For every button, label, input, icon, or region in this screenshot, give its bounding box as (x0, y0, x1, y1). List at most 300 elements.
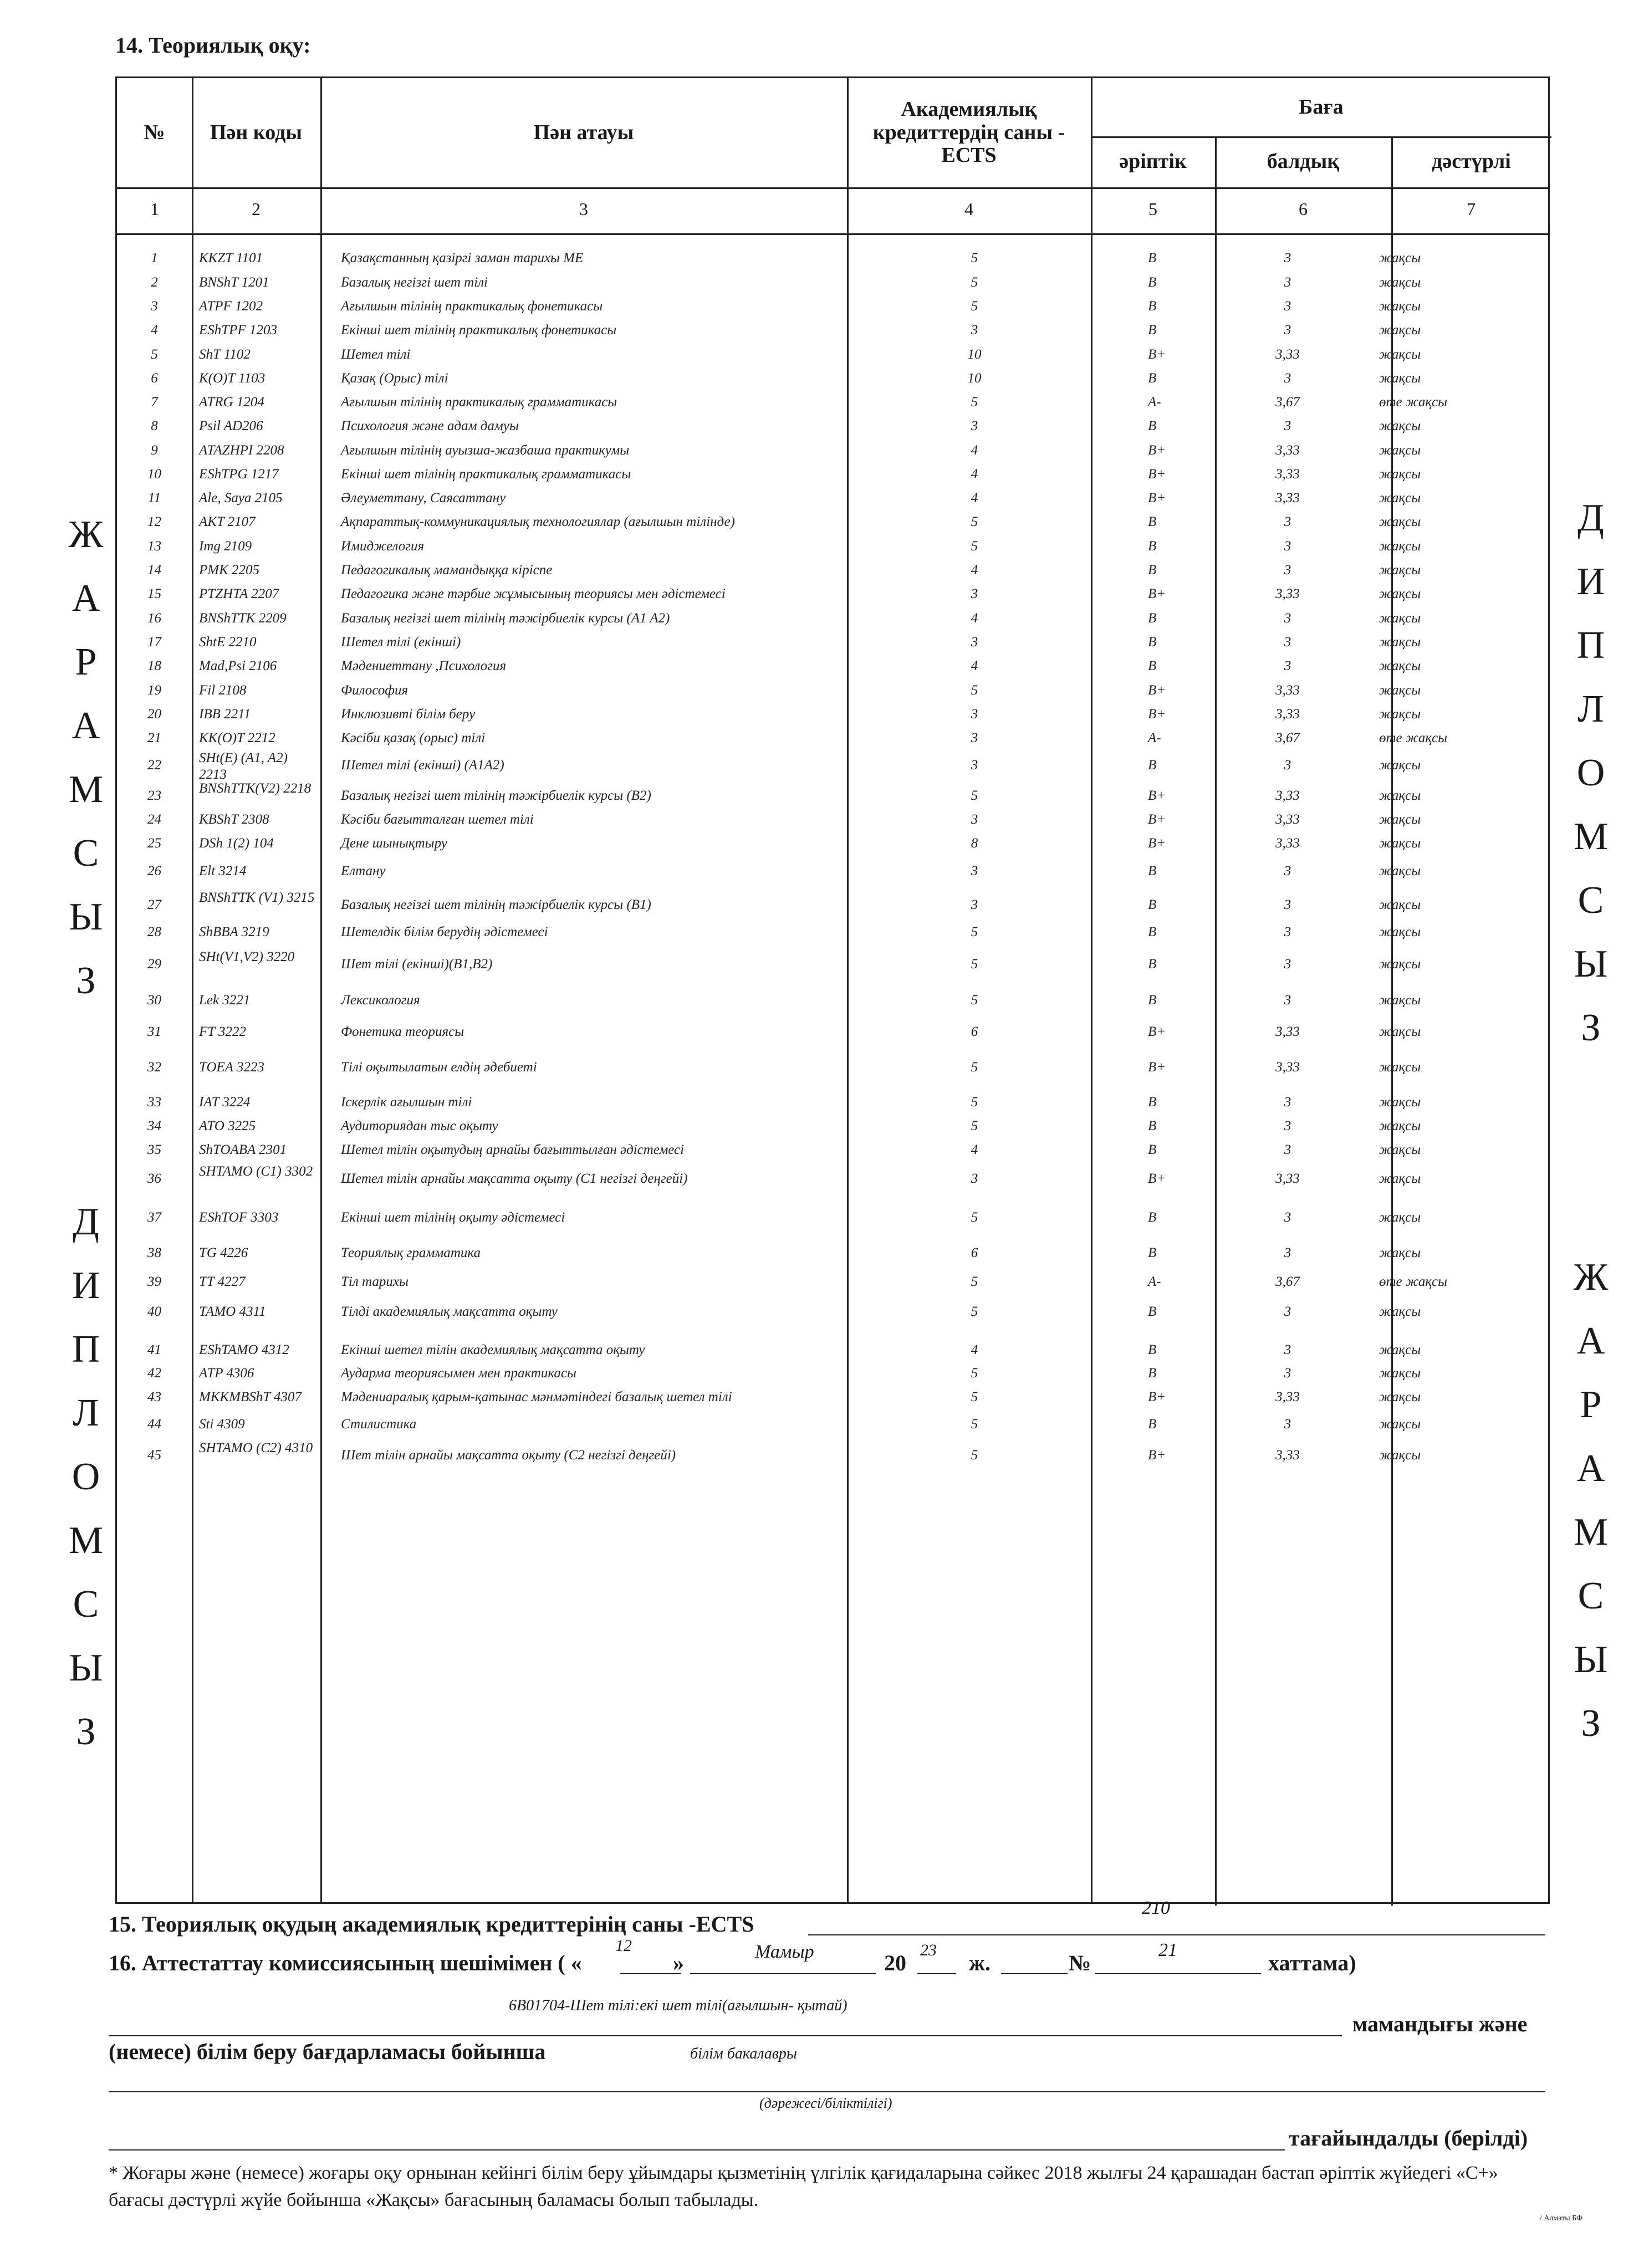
subject-code: IBB 2211 (199, 707, 251, 722)
subject-name: Шетел тілі (341, 347, 411, 362)
grade-points: 3 (1284, 251, 1291, 265)
credits-cell: 5 (971, 539, 978, 554)
row-number: 10 (147, 467, 161, 482)
credits-cell: 4 (971, 563, 978, 578)
subject-code: IAT 3224 (199, 1095, 251, 1110)
traditional-grade: жақсы (1379, 1304, 1421, 1319)
traditional-grade: жақсы (1379, 491, 1421, 505)
letter-grade: B (1148, 1210, 1157, 1225)
subject-name: Қазақ (Орыс) тілі (341, 371, 448, 386)
letter-grade: B+ (1148, 812, 1166, 827)
row-number: 23 (147, 788, 161, 803)
subject-name: Педагогикалық мамандыққа кіріспе (341, 563, 553, 578)
credits-cell: 5 (971, 251, 978, 265)
grade-points: 3 (1284, 957, 1291, 972)
letter-grade: B (1148, 371, 1157, 386)
subject-code: EShTAMO 4312 (199, 1342, 289, 1357)
subject-code: Sti 4309 (199, 1417, 245, 1432)
subject-code: ATO 3225 (199, 1118, 256, 1133)
subject-code: TOEA 3223 (199, 1060, 264, 1075)
grade-points: 3,33 (1275, 491, 1300, 505)
row-number: 44 (147, 1417, 161, 1432)
subject-name: Ағылшын тілінің практикалық грамматикасы (341, 395, 617, 410)
row-number: 1 (151, 251, 158, 265)
protocol-word: хаттама) (1268, 1950, 1356, 1975)
grade-points: 3 (1284, 275, 1291, 290)
row-number: 39 (147, 1274, 161, 1289)
credits-cell: 3 (971, 897, 978, 912)
grade-points: 3,33 (1275, 443, 1300, 458)
traditional-grade: жақсы (1379, 658, 1421, 673)
traditional-grade: жақсы (1379, 836, 1421, 851)
row-number: 8 (151, 418, 158, 433)
credits-cell: 4 (971, 467, 978, 482)
credits-cell: 10 (967, 371, 982, 386)
grade-points: 3 (1284, 864, 1291, 878)
traditional-grade: жақсы (1379, 1390, 1421, 1404)
grade-points: 3,33 (1275, 1171, 1300, 1186)
traditional-grade: жақсы (1379, 1245, 1421, 1260)
subject-code: K(O)T 1103 (199, 371, 266, 386)
subject-code: TAMO 4311 (199, 1304, 266, 1319)
letter-grade: B (1148, 1366, 1157, 1381)
col-number: 7 (1467, 199, 1476, 219)
letter-grade: B (1148, 1417, 1157, 1432)
subject-name: Базалық негізгі шет тілінің тәжірбиелік курсы (A1 A2) (341, 611, 670, 626)
letter-grade: B (1148, 418, 1157, 433)
subject-name: Екінші шет тілінің оқыту әдістемесі (341, 1210, 565, 1225)
grade-points: 3,33 (1275, 1390, 1300, 1404)
protocol-year: 23 (920, 1941, 937, 1959)
traditional-grade: жақсы (1379, 586, 1421, 601)
letter-grade: B+ (1148, 683, 1166, 698)
row-number: 21 (147, 731, 161, 745)
subject-code: ShBBA 3219 (199, 924, 269, 939)
letter-grade: A- (1148, 731, 1161, 745)
traditional-grade: жақсы (1379, 812, 1421, 827)
traditional-grade: өте жақсы (1379, 1274, 1448, 1289)
subject-code: BNShTTK 2209 (199, 611, 287, 626)
grade-points: 3,33 (1275, 1024, 1300, 1039)
protocol-number: 21 (1158, 1940, 1177, 1960)
subject-name: Инклюзивті білім беру (341, 707, 476, 722)
traditional-grade: жақсы (1379, 1095, 1421, 1110)
credits-cell: 3 (971, 812, 978, 827)
subject-code: SHTAMO (C1) 3302 (199, 1164, 313, 1179)
subject-name: Шетел тілін оқытудың арнайы бағыттылған әдістемесі (341, 1142, 685, 1157)
traditional-grade: жақсы (1379, 788, 1421, 803)
subject-name: Аудиториядан тыс оқыту (341, 1118, 498, 1133)
traditional-grade: жақсы (1379, 1142, 1421, 1157)
grade-points: 3,67 (1275, 1274, 1300, 1289)
subject-code: FT 3222 (199, 1024, 246, 1039)
subject-code: ATAZHPI 2208 (199, 443, 284, 458)
header-points: балдық (1267, 150, 1340, 173)
letter-grade: B+ (1148, 347, 1166, 362)
credits-cell: 3 (971, 323, 978, 338)
subject-name: Іскерлік ағылшын тілі (341, 1095, 472, 1110)
grade-points: 3,33 (1275, 683, 1300, 698)
credits-cell: 5 (971, 957, 978, 972)
degree-value: білім бакалавры (690, 2045, 797, 2062)
grade-points: 3 (1284, 539, 1291, 554)
subject-name: Шетел тілі (екінші) (A1A2) (341, 758, 504, 773)
credits-cell: 5 (971, 1095, 978, 1110)
subject-name: Екінші шет тілінің практикалық фонетикасы (341, 323, 617, 338)
header-grade: Баға (1299, 95, 1344, 119)
row-number: 37 (147, 1210, 161, 1225)
subject-name: Ақпараттық-коммуникациялық технологиялар (ағылшын тілінде) (341, 514, 735, 529)
row-number: 24 (147, 812, 161, 827)
credits-cell: 3 (971, 1171, 978, 1186)
grade-points: 3 (1284, 611, 1291, 626)
row-number: 33 (147, 1095, 161, 1110)
subject-name: Шетелдік білім берудің әдістемесі (341, 924, 548, 939)
traditional-grade: жақсы (1379, 611, 1421, 626)
subject-name: Базалық негізгі шет тілі (341, 275, 488, 290)
subject-code: SHt(V1,V2) 3220 (199, 949, 295, 964)
letter-grade: B (1148, 299, 1157, 314)
header-code: Пән коды (210, 120, 302, 144)
traditional-grade: жақсы (1379, 299, 1421, 314)
commission-label: 16. Аттестаттау комиссиясының шешімімен ( « (109, 1950, 582, 1975)
subject-code: ATP 4306 (199, 1366, 254, 1381)
letter-grade: B (1148, 758, 1157, 773)
letter-grade: B (1148, 539, 1157, 554)
credits-cell: 5 (971, 275, 978, 290)
letter-grade: B (1148, 514, 1157, 529)
subject-code: ShTOABA 2301 (199, 1142, 287, 1157)
row-number: 31 (147, 1024, 161, 1039)
credits-cell: 10 (967, 347, 982, 362)
letter-grade: A- (1148, 1274, 1161, 1289)
col-number: 5 (1148, 199, 1157, 219)
subject-name: Базалық негізгі шет тілінің тәжірбиелік курсы (B2) (341, 788, 651, 803)
assigned-label: тағайындалды (берілді) (1289, 2126, 1528, 2150)
subject-code: TG 4226 (199, 1245, 248, 1260)
traditional-grade: жақсы (1379, 251, 1421, 265)
row-number: 40 (147, 1304, 161, 1319)
subject-name: Мәдениаралық қарым-қатынас мәнмәтіндегі базалық шетел тілі (341, 1390, 732, 1404)
grade-points: 3 (1284, 299, 1291, 314)
letter-grade: B+ (1148, 1171, 1166, 1186)
traditional-grade: жақсы (1379, 514, 1421, 529)
watermark-left-top: Ж А Р А М С Ы З (68, 513, 104, 1002)
traditional-grade: жақсы (1379, 371, 1421, 386)
subject-code: Psil AD206 (199, 418, 263, 433)
grade-points: 3,33 (1275, 347, 1300, 362)
traditional-grade: жақсы (1379, 347, 1421, 362)
credits-cell: 3 (971, 586, 978, 601)
letter-grade: B (1148, 563, 1157, 578)
subject-name: Екінші шетел тілін академиялық мақсатта оқыту (341, 1342, 645, 1357)
subject-code: SHTAMO (C2) 4310 (199, 1441, 313, 1455)
row-number: 45 (147, 1448, 161, 1463)
traditional-grade: жақсы (1379, 275, 1421, 290)
letter-grade: B (1148, 658, 1157, 673)
letter-grade: B (1148, 1342, 1157, 1357)
subject-code: BNShTTK(V2) 2218 (199, 781, 312, 796)
letter-grade: A- (1148, 395, 1161, 410)
col-number: 4 (964, 199, 973, 219)
credits-cell: 3 (971, 864, 978, 878)
subject-name: Мәдениеттану ,Психология (341, 658, 507, 673)
grade-points: 3 (1284, 924, 1291, 939)
grade-points: 3 (1284, 1245, 1291, 1260)
subject-code: ATPF 1202 (199, 299, 263, 314)
row-number: 25 (147, 836, 161, 851)
subject-name: Педагогика және тәрбие жұмысының теориясы мен әдістемесі (341, 586, 726, 601)
traditional-grade: өте жақсы (1379, 731, 1448, 745)
grade-points: 3 (1284, 1210, 1291, 1225)
subject-code: SHt(E) (A1, A2) 2213 (199, 750, 288, 782)
grade-points: 3,67 (1275, 731, 1300, 745)
subject-code: TT 4227 (199, 1274, 246, 1289)
quote-close: » (673, 1950, 684, 1975)
row-number: 3 (151, 299, 158, 314)
grade-points: 3,33 (1275, 586, 1300, 601)
subject-name: Кәсіби бағытталған шетел тілі (341, 812, 534, 827)
grade-points: 3,33 (1275, 707, 1300, 722)
watermark-left-bottom: Д И П Л О М С Ы З (68, 1201, 104, 1753)
letter-grade: B+ (1148, 1390, 1166, 1404)
grade-points: 3 (1284, 993, 1291, 1008)
grades-table (115, 76, 1550, 1904)
credits-cell: 5 (971, 1448, 978, 1463)
letter-grade: B (1148, 924, 1157, 939)
letter-grade: B (1148, 635, 1157, 650)
subject-name: Қазақстанның қазіргі заман тарихы МЕ (341, 251, 584, 265)
protocol-month: Мамыр (755, 1942, 814, 1962)
subject-code: AKT 2107 (199, 514, 256, 529)
traditional-grade: жақсы (1379, 323, 1421, 338)
credits-cell: 5 (971, 1366, 978, 1381)
watermark-right-bottom: Ж А Р А М С Ы З (1573, 1256, 1609, 1745)
subject-code: Lek 3221 (199, 993, 251, 1008)
grade-points: 3 (1284, 1366, 1291, 1381)
row-number: 42 (147, 1366, 161, 1381)
letter-grade: B+ (1148, 1024, 1166, 1039)
row-number: 2 (151, 275, 158, 290)
total-credits-value: 210 (1142, 1898, 1170, 1918)
credits-cell: 3 (971, 707, 978, 722)
letter-grade: B (1148, 1095, 1157, 1110)
section-title: 14. Теориялық оқу: (115, 33, 311, 58)
traditional-grade: жақсы (1379, 897, 1421, 912)
subject-name: Имиджелогия (341, 539, 425, 554)
row-number: 4 (151, 323, 158, 338)
subject-code: EShTOF 3303 (199, 1210, 279, 1225)
grade-points: 3 (1284, 758, 1291, 773)
subject-name: Тілі оқытылатын елдің әдебиеті (341, 1060, 537, 1075)
traditional-grade: жақсы (1379, 443, 1421, 458)
col-number: 3 (579, 199, 588, 219)
subject-name: Теориялық грамматика (341, 1245, 481, 1260)
subject-code: KBShT 2308 (199, 812, 269, 827)
grade-points: 3,33 (1275, 467, 1300, 482)
subject-code: ATRG 1204 (199, 395, 264, 410)
subject-name: Елтану (341, 864, 386, 878)
subject-code: Ale, Saya 2105 (199, 491, 283, 505)
traditional-grade: жақсы (1379, 1366, 1421, 1381)
credits-cell: 5 (971, 788, 978, 803)
traditional-grade: жақсы (1379, 1171, 1421, 1186)
subject-name: Кәсіби қазақ (орыс) тілі (341, 731, 486, 745)
grade-points: 3,33 (1275, 836, 1300, 851)
row-number: 15 (147, 586, 161, 601)
subject-name: Екінші шет тілінің практикалық грамматикасы (341, 467, 631, 482)
credits-cell: 6 (971, 1024, 978, 1039)
traditional-grade: жақсы (1379, 1210, 1421, 1225)
row-number: 26 (147, 864, 161, 878)
header-letter: әріптік (1119, 150, 1187, 173)
subject-code: PMK 2205 (199, 563, 260, 578)
traditional-grade: жақсы (1379, 1448, 1421, 1463)
subject-code: ShtE 2210 (199, 635, 257, 650)
row-number: 20 (147, 707, 161, 722)
subject-name: Шет тілі (екінші)(B1,B2) (341, 957, 493, 972)
row-number: 7 (151, 395, 158, 410)
subject-name: Лексикология (341, 993, 420, 1008)
traditional-grade: жақсы (1379, 635, 1421, 650)
row-number: 35 (147, 1142, 161, 1157)
header-name: Пән атауы (533, 120, 634, 144)
row-number: 12 (147, 514, 161, 529)
credits-cell: 5 (971, 1060, 978, 1075)
subject-name: Фонетика теориясы (341, 1024, 464, 1039)
letter-grade: B+ (1148, 707, 1166, 722)
subject-name: Аударма теориясымен мен практикасы (341, 1366, 576, 1381)
traditional-grade: жақсы (1379, 1060, 1421, 1075)
subject-code: ShT 1102 (199, 347, 251, 362)
footnote: * Жоғары және (немесе) жоғары оқу орнынан кейінгі білім беру ұйымдары қызметінің үлгілік қағидаларына сәйкес 2018 жылғы 24 қарашадан бастап әріптік жүйедегі «C+» бағасы дәстүрлі жүйе бойынша «Жақсы» бағасының баламасы болып табылады. (109, 2163, 1498, 2211)
traditional-grade: жақсы (1379, 993, 1421, 1008)
traditional-grade: жақсы (1379, 707, 1421, 722)
traditional-grade: жақсы (1379, 1417, 1421, 1432)
letter-grade: B (1148, 275, 1157, 290)
letter-grade: B (1148, 251, 1157, 265)
row-number: 28 (147, 924, 161, 939)
credits-cell: 5 (971, 993, 978, 1008)
traditional-grade: жақсы (1379, 1118, 1421, 1133)
row-number: 9 (151, 443, 158, 458)
credits-cell: 5 (971, 1118, 978, 1133)
letter-grade: B (1148, 993, 1157, 1008)
row-number: 32 (147, 1060, 161, 1075)
grade-points: 3 (1284, 418, 1291, 433)
credits-cell: 5 (971, 395, 978, 410)
credits-cell: 3 (971, 758, 978, 773)
grade-points: 3 (1284, 1142, 1291, 1157)
number-sign: № (1069, 1950, 1091, 1975)
letter-grade: B+ (1148, 586, 1166, 601)
subject-code: MKKMBShT 4307 (199, 1390, 302, 1404)
specialty-value: 6B01704-Шет тілі:екі шет тілі(ағылшын- қытай) (509, 1997, 848, 2014)
grade-points: 3 (1284, 514, 1291, 529)
grade-points: 3 (1284, 323, 1291, 338)
letter-grade: B+ (1148, 788, 1166, 803)
traditional-grade: жақсы (1379, 957, 1421, 972)
subject-name: Шетел тілі (екінші) (341, 635, 461, 650)
credits-cell: 4 (971, 611, 978, 626)
grade-points: 3 (1284, 371, 1291, 386)
grade-points: 3,67 (1275, 395, 1300, 410)
grade-points: 3 (1284, 897, 1291, 912)
credits-cell: 6 (971, 1245, 978, 1260)
row-number: 38 (147, 1245, 161, 1260)
row-number: 5 (151, 347, 158, 362)
row-number: 41 (147, 1342, 161, 1357)
letter-grade: B+ (1148, 836, 1166, 851)
grade-points: 3,33 (1275, 812, 1300, 827)
grade-points: 3,33 (1275, 1060, 1300, 1075)
col-number: 2 (252, 199, 261, 219)
credits-cell: 5 (971, 514, 978, 529)
subject-name: Шет тілін арнайы мақсатта оқыту (C2 негізгі деңгейі) (341, 1448, 676, 1463)
traditional-grade: жақсы (1379, 467, 1421, 482)
row-number: 43 (147, 1390, 161, 1404)
letter-grade: B+ (1148, 1060, 1166, 1075)
subject-name: Ағылшын тілінің ауызша-жазбаша практикумы (341, 443, 630, 458)
grade-points: 3 (1284, 1417, 1291, 1432)
letter-grade: B (1148, 323, 1157, 338)
letter-grade: B (1148, 1245, 1157, 1260)
subject-name: Тілді академиялық мақсатта оқыту (341, 1304, 558, 1319)
letter-grade: B+ (1148, 467, 1166, 482)
row-number: 11 (147, 491, 161, 505)
subject-code: Img 2109 (199, 539, 252, 554)
letter-grade: B+ (1148, 491, 1166, 505)
year-suffix: ж. (969, 1950, 991, 1975)
credits-cell: 5 (971, 1417, 978, 1432)
credits-cell: 4 (971, 1342, 978, 1357)
traditional-grade: жақсы (1379, 539, 1421, 554)
credits-cell: 8 (971, 836, 978, 851)
grade-points: 3,33 (1275, 788, 1300, 803)
credits-cell: 4 (971, 491, 978, 505)
letter-grade: B (1148, 611, 1157, 626)
credits-cell: 5 (971, 299, 978, 314)
grade-points: 3,33 (1275, 1448, 1300, 1463)
subject-code: BNShT 1201 (199, 275, 269, 290)
credits-cell: 3 (971, 635, 978, 650)
subject-name: Әлеуметтану, Саясаттану (341, 491, 506, 505)
credits-cell: 5 (971, 1274, 978, 1289)
traditional-grade: жақсы (1379, 1342, 1421, 1357)
row-number: 16 (147, 611, 161, 626)
credits-cell: 5 (971, 1304, 978, 1319)
subject-code: Elt 3214 (199, 864, 247, 878)
subject-code: EShTPF 1203 (199, 323, 277, 338)
col-number: 6 (1299, 199, 1308, 219)
printer-mark: / Алматы БФ (1540, 2214, 1583, 2223)
letter-grade: B (1148, 1118, 1157, 1133)
total-credits-label: 15. Теориялық оқудың академиялық кредиттерінің саны -ECTS (109, 1912, 754, 1937)
traditional-grade: жақсы (1379, 1024, 1421, 1039)
traditional-grade: жақсы (1379, 864, 1421, 878)
row-number: 22 (147, 758, 161, 773)
specialty-suffix: мамандығы және (1352, 2011, 1528, 2036)
degree-hint: (дәрежесі/біліктілігі) (759, 2095, 892, 2111)
credits-cell: 5 (971, 924, 978, 939)
grade-points: 3 (1284, 1342, 1291, 1357)
letter-grade: B (1148, 864, 1157, 878)
subject-name: Дене шынықтыру (341, 836, 447, 851)
credits-cell: 4 (971, 1142, 978, 1157)
letter-grade: B (1148, 957, 1157, 972)
row-number: 17 (147, 635, 161, 650)
row-number: 29 (147, 957, 161, 972)
